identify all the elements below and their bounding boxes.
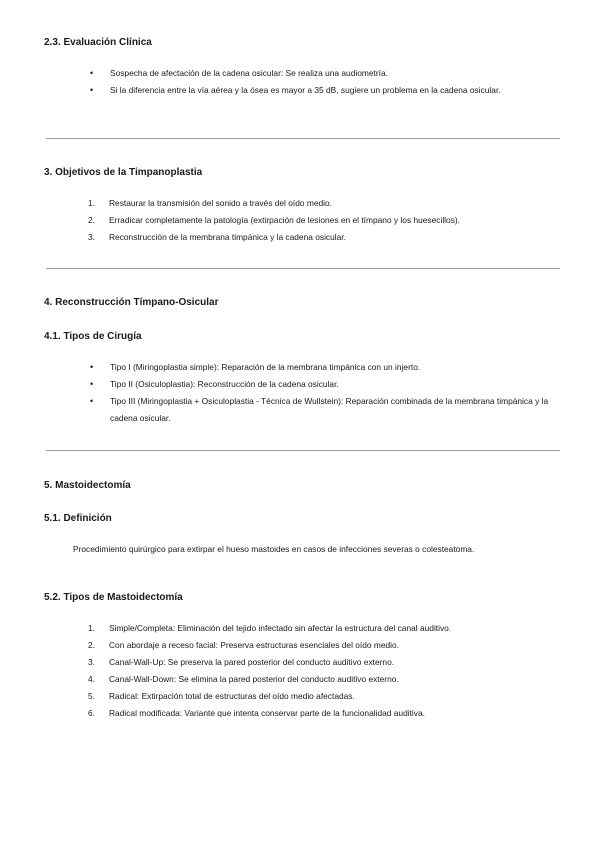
list-number: 5.	[88, 691, 95, 701]
evaluacion-bullet-list	[90, 65, 530, 99]
tipos-cirugia-bullet-list	[90, 359, 550, 427]
list-text: Simple/Completa: Eliminación del tejido infectado sin afectar la estructura del canal auditivo.	[109, 623, 452, 633]
list-text: Con abordaje a receso facial: Preserva estructuras esenciales del oído medio.	[109, 640, 400, 650]
list-text: Radical: Extirpación total de estructuras del oído medio afectadas.	[109, 691, 355, 701]
list-number: 2.	[88, 215, 95, 225]
heading-reconstruccion: 4. Reconstrucción Tímpano-Osicular	[44, 297, 219, 308]
list-item: • Si la diferencia entre la vía aérea y la ósea es mayor a 35 dB, sugiere un problema en la cadena osicular.	[90, 82, 530, 99]
list-text: Restaurar la transmisión del sonido a través del oído medio.	[109, 198, 332, 208]
list-number: 1.	[88, 198, 95, 208]
list-item: • Tipo II (Osiculoplastia): Reconstrucción de la cadena osicular.	[90, 376, 550, 393]
definicion-paragraph: Procedimiento quirúrgico para extirpar el hueso mastoides en casos de infecciones severas o colesteatoma.	[73, 544, 475, 554]
list-text: Radical modificada: Variante que intenta conservar parte de la funcionalidad auditiva.	[109, 708, 425, 718]
section-divider	[46, 138, 560, 139]
list-item	[88, 705, 558, 722]
heading-tipos-mastoidectomia: 5.2. Tipos de Mastoidectomía	[44, 592, 183, 603]
section-divider	[46, 268, 560, 269]
list-number: 1.	[88, 623, 95, 633]
list-text: Reconstrucción de la membrana timpánica y la cadena osicular.	[109, 232, 346, 242]
list-number: 3.	[88, 232, 95, 242]
list-number: 3.	[88, 657, 95, 667]
list-item	[88, 637, 558, 654]
list-item	[88, 688, 558, 705]
section-divider	[46, 450, 560, 451]
heading-definicion: 5.1. Definición	[44, 513, 112, 524]
heading-objetivos: 3. Objetivos de la Timpanoplastia	[44, 167, 203, 178]
list-item	[88, 654, 558, 671]
list-item	[88, 212, 558, 229]
heading-evaluacion-clinica: 2.3. Evaluación Clínica	[44, 37, 152, 48]
list-number: 6.	[88, 708, 95, 718]
list-number: 4.	[88, 674, 95, 684]
list-item: • Tipo I (Miringoplastia simple): Reparación de la membrana timpánica con un injerto.	[90, 359, 550, 376]
list-item	[88, 620, 558, 637]
heading-tipos-cirugia: 4.1. Tipos de Cirugía	[44, 331, 142, 342]
tipos-mastoidectomia-numbered-list	[88, 620, 558, 722]
list-item	[88, 229, 558, 246]
list-item: • Tipo III (Miringoplastia + Osiculoplastia - Técnica de Wullstein): Reparación combinada de la membrana timpánica y la cadena osicular.	[90, 393, 550, 427]
list-item	[88, 671, 558, 688]
list-text: Canal-Wall-Up: Se preserva la pared posterior del conducto auditivo externo.	[109, 657, 395, 667]
list-item: • Sospecha de afectación de la cadena osicular: Se realiza una audiometría.	[90, 65, 530, 82]
list-text: Canal-Wall-Down: Se elimina la pared posterior del conducto auditivo externo.	[109, 674, 399, 684]
list-number: 2.	[88, 640, 95, 650]
list-text: Erradicar completamente la patología (extirpación de lesiones en el tímpano y los huesecillos).	[109, 215, 461, 225]
list-item	[88, 195, 558, 212]
objetivos-numbered-list	[88, 195, 558, 246]
heading-mastoidectomia: 5. Mastoidectomía	[44, 480, 131, 491]
